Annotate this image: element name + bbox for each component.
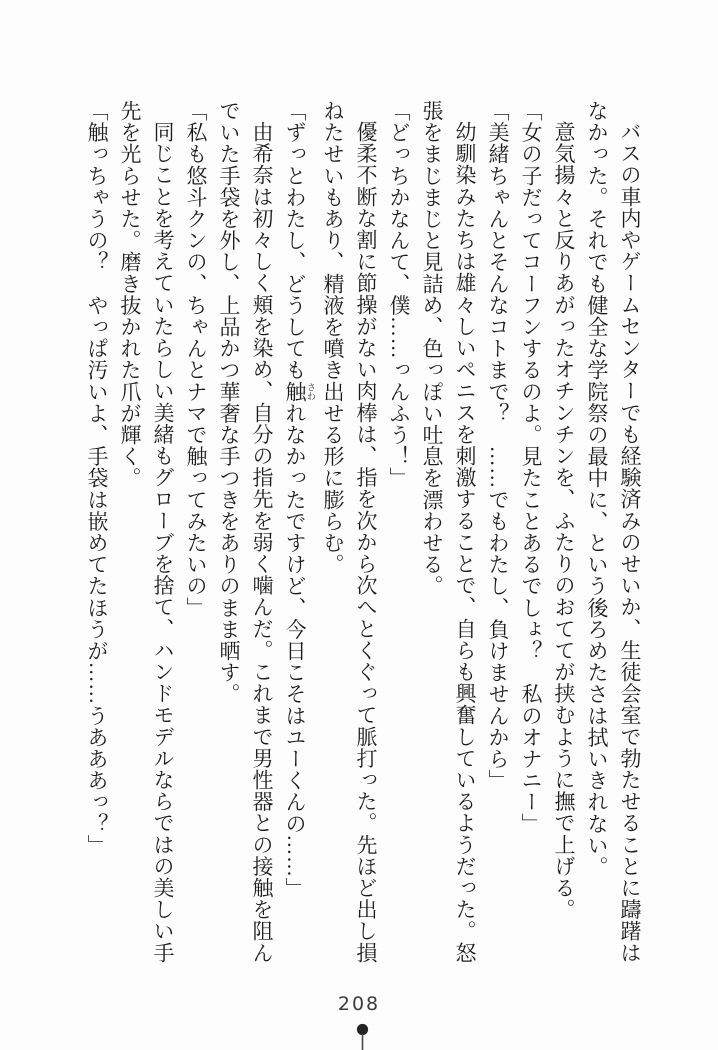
- text-column: 「どっちかなんて、僕……っんふう！」: [387, 100, 411, 489]
- text-column: 張をまじまじと見詰め、色っぽい吐息を漂わせる。: [420, 100, 444, 597]
- text-column: 幼馴染みたちは雄々しいペニスを刺激することで、自らも興奮しているようだった。怒: [453, 121, 477, 964]
- text-block: [80, 100, 646, 970]
- ruby-base: 触: [283, 380, 307, 403]
- text-column: 「私も悠斗クンの、ちゃんとナマで触ってみたいの」: [184, 100, 208, 619]
- ruby-annotation: [283, 380, 316, 403]
- text-run: れなかったですけど、今日こそはユーくんの……」: [283, 402, 307, 900]
- text-column: バスの車内やゲームセンターでも経験済みのせいか、生徒会室で勃たせることに躊躇は: [618, 121, 642, 964]
- ruby-text: さわ: [306, 380, 316, 403]
- text-column: 「女の子だってコーフンするのよ。見たことあるでしょ？ 私のオナニー」: [519, 100, 543, 835]
- text-column: でいた手袋を外し、上品かつ華奢な手つきをありのまま晒す。: [217, 100, 241, 705]
- text-column: 由希奈は初々しく頬を染め、自分の指先を弱く噛んだ。これまで男性器との接触を阻ん: [250, 121, 274, 964]
- text-column: なかった。それでも健全な学院祭の最中に、という後ろめたさは拭いきれない。: [585, 100, 609, 878]
- text-column: 優柔不断な割に節操がない肉棒は、指を次から次へとくぐって脈打った。先ほど出し損: [354, 121, 378, 964]
- text-column: 先を光らせた。磨き抜かれた爪が輝く。: [118, 100, 142, 489]
- text-column: 意気揚々と反りあがったオチンチンを、ふたりのおててが挟むように撫で上げる。: [552, 121, 576, 921]
- text-column: [278, 100, 316, 970]
- text-column: 「美緒ちゃんとそんなコトまで？ ……でもわたし、負けませんから」: [486, 100, 510, 792]
- binding-pin-mark: [355, 1023, 370, 1050]
- text-run: 「ずっとわたし、どうしても: [283, 100, 307, 381]
- text-column: 「触っちゃうの？ やっぱ汚いよ、手袋は嵌めてたほうが……うあああっ？」: [85, 100, 109, 856]
- text-column: ねたせいもあり、精液を噴き出せる形に膨らむ。: [321, 100, 345, 576]
- page-number: 208: [337, 993, 381, 1015]
- text-column: 同じことを考えていたらしい美緒もグローブを捨て、ハンドモデルならではの美しい手: [151, 121, 175, 964]
